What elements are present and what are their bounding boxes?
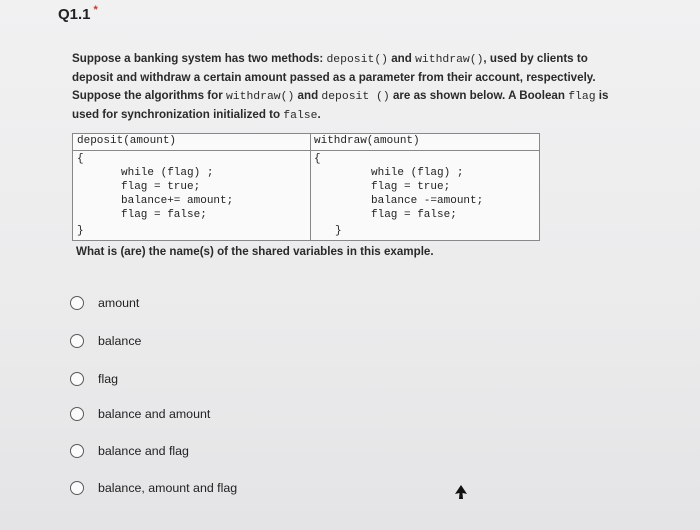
question-text-part: are as shown below. A Boolean [389,89,569,102]
code-column-divider [310,134,311,240]
deposit-header: deposit(amount) [77,135,177,147]
withdraw-method-name: withdraw() [225,91,295,103]
question-text-part: , used by clients to deposit and withdraw a certain amount passed as a parameter from their account, respectively. Suppose the algorithms for [72,52,596,102]
deposit-code-line: flag = false; [121,209,207,221]
question-text-part: . [317,108,321,121]
deposit-method-name: deposit() [326,54,388,66]
withdraw-code-line: flag = true; [371,181,451,193]
withdraw-code-line: } [335,225,342,237]
radio-button[interactable] [70,481,84,495]
deposit-code-line: } [77,225,84,237]
required-mark: * [93,4,98,16]
option-label: balance and flag [98,444,189,458]
deposit-code-line: balance+= amount; [121,195,234,207]
radio-button[interactable] [70,444,84,458]
option-label: amount [98,296,140,310]
question-text [72,50,632,125]
withdraw-method-name: withdraw() [415,54,484,66]
code-table [72,133,540,241]
option-label: balance [98,334,142,348]
radio-button[interactable] [70,407,84,421]
question-text-part: and [388,52,416,65]
question-number-text: Q1.1 [58,6,91,23]
followup-question: What is (are) the name(s) of the shared variables in this example. [76,245,434,258]
option-amount[interactable] [70,292,139,314]
withdraw-code-line: { [314,153,321,165]
radio-button[interactable] [70,372,84,386]
deposit-method-name: deposit () [321,91,390,103]
mouse-cursor-icon [454,484,468,500]
option-balance-and-amount[interactable] [70,403,210,425]
withdraw-code-line: while (flag) ; [371,167,464,179]
question-text-part: and [294,89,322,102]
option-label: flag [98,372,118,386]
radio-button[interactable] [70,296,84,310]
option-balance[interactable] [70,330,141,352]
withdraw-code-line: balance -=amount; [371,195,484,207]
withdraw-code-line: flag = false; [371,209,457,221]
radio-button[interactable] [70,334,84,348]
question-number [58,4,98,23]
withdraw-header: withdraw(amount) [314,135,420,147]
deposit-code-line: { [77,153,84,165]
option-balance-and-flag[interactable] [70,440,189,462]
deposit-code-line: while (flag) ; [121,167,214,179]
option-label: balance and amount [98,407,211,421]
option-label: balance, amount and flag [98,481,238,495]
deposit-code-line: flag = true; [121,181,201,193]
option-balance-amount-and-flag[interactable] [70,477,237,499]
false-literal: false [283,110,318,122]
flag-variable-name: flag [568,91,596,103]
option-flag[interactable] [70,368,118,390]
question-text-part: Suppose a banking system has two methods: [72,52,327,65]
question-text-part: is used for synchronization initialized to [72,89,609,121]
